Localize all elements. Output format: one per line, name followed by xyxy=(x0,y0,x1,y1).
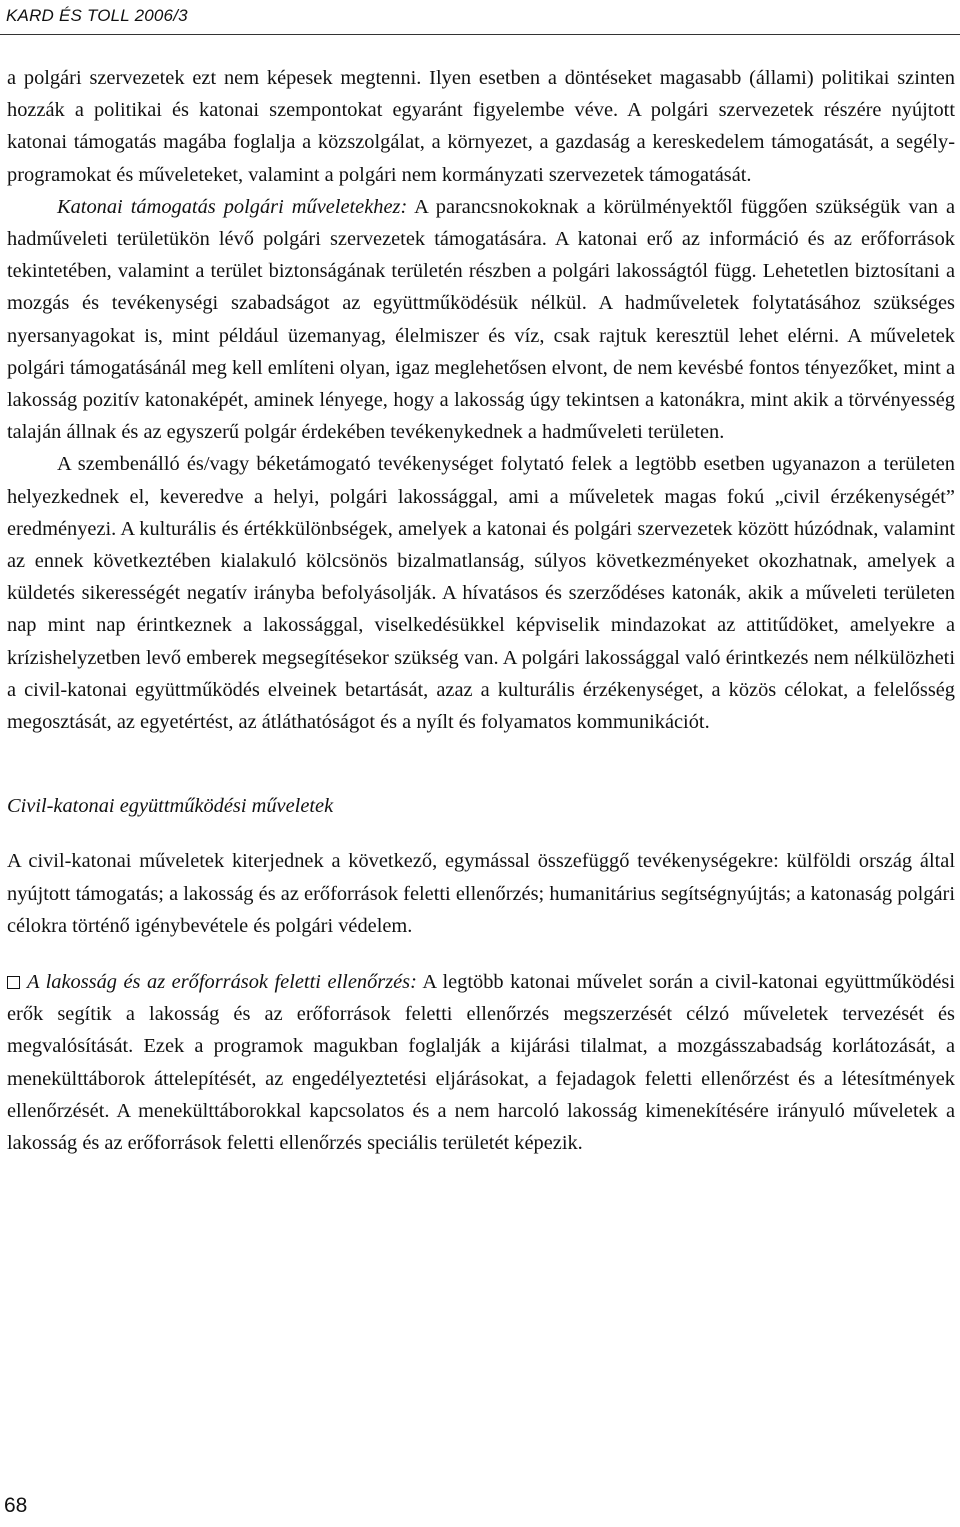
section-intro: A civil-katonai műveletek kiterjednek a következő, egymással összefüggő tevékenységekre: külföldi ország által nyújtott támogatás; a lakosság és az erőforrások feletti ellenőrzés; humanitárius segítségnyújtás; a katonaság polgári célokra történő igénybevétele és polgári védelem. xyxy=(7,850,955,937)
checkbox-icon xyxy=(7,976,20,989)
paragraph-3: A szembenálló és/vagy béketámogató tevékenységet folytató felek a legtöbb esetben ugyanazon a területen helyezkednek el, keveredve a helyi, polgári lakossággal, ami a műveletek magas fokú „civil érzékenységét” eredményezi. A kulturális és értékkülönbségek, amelyek a katonai és polgári szervezetek között húzódnak, valamint az ennek következtében kialakuló kölcsönös bizalmatlanság, súlyos következményeket okozhatnak, amelyek a küldetés sikerességét negatív irányba befolyásolják. A hívatásos és szerződéses katonák, akik a műveleti területen nap mint nap érintkeznek a lakossággal, viselkedésükkel képviselik mindazokat az attitűdöket, amelyekre a krízishelyzetben levő emberek megsegítésekor szükség van. A polgári lakossággal való érintkezés nem nélkülözheti a civil-katonai együttműködés elveinek betartását, azaz a kulturális érzékenységet, a közös célokat, a felelősség megosztását, az egyetértést, az átláthatóságot és a nyílt és folyamatos kommunikációt. xyxy=(7,453,955,734)
journal-title: KARD ÉS TOLL 2006/3 xyxy=(6,6,188,25)
bullet-lead: A lakosság és az erőforrások feletti ellenőrzés: xyxy=(27,971,417,994)
paragraph-1: a polgári szervezetek ezt nem képesek megtenni. Ilyen esetben a döntéseket magasabb (állami) politikai szinten hozzák a politikai és katonai szempontokat egyaránt figyelembe véve. A polgári szervezetek részére nyújtott katonai támogatás magába foglalja a közszolgálat, a környezet, a gazdaság a kereskedelem támogatását, a segély-programokat és műveleteket, valamint a polgári nem kormányzati szervezetek támogatását. xyxy=(7,67,955,186)
bullet-item xyxy=(7,966,955,1159)
paragraph-2 xyxy=(7,191,955,449)
page-number: 68 xyxy=(4,1494,28,1517)
page-header xyxy=(0,0,960,38)
section-heading: Civil-katonai együttműködési műveletek xyxy=(7,795,334,818)
header-divider xyxy=(0,34,960,35)
article-body xyxy=(7,62,955,1159)
bullet-text: A legtöbb katonai művelet során a civil-katonai együttműködési erők segítik a lakosság és az erőforrások feletti ellenőrzés megszerzését célzó műveletek tervezését és megvalósítását. Ezek a programok magukban foglalják a kijárási tilalmat, a mozgásszabadság korlátozását, a menekülttáborok áttelepítését, az engedélyeztetési eljárásokat, a fejadagok feletti ellenőrzést és a létesítmények ellenőrzését. A menekülttáborokkal kapcsolatos és a nem harcoló lakosság kimenekítésére irányuló műveletek a lakosság és az erőforrások feletti ellenőrzés speciális területét képezik. xyxy=(7,971,955,1155)
paragraph-2-text: A parancsnokoknak a körülményektől függően szükségük van a hadműveleti területükön lévő polgári szervezetek támogatására. A katonai erő az információ és az erőforrások tekintetében, valamint a terület biztonságának területén részben a polgári lakosságtól függ. Lehetetlen biztosítani a mozgás és tevékenységi szabadságot az együttműködésük nélkül. A hadműveletek folytatásához szükséges nyersanyagokat is, mint például üzemanyag, élelmiszer és víz, csak rajtuk keresztül lehet elérni. A műveletek polgári támogatásánál meg kell említeni olyan, igaz meglehetősen elvont, de nem kevésbé fontos tényezőket, mint a lakosság pozitív katonaképét, aminek lényege, hogy a lakosság úgy tekintsen a katonákra, mint akik a törvényesség talaján állnak és az egyszerű polgár érdekében tevékenykednek a hadműveleti területen. xyxy=(7,195,955,444)
paragraph-2-lead: Katonai támogatás polgári műveletekhez: xyxy=(57,195,408,218)
